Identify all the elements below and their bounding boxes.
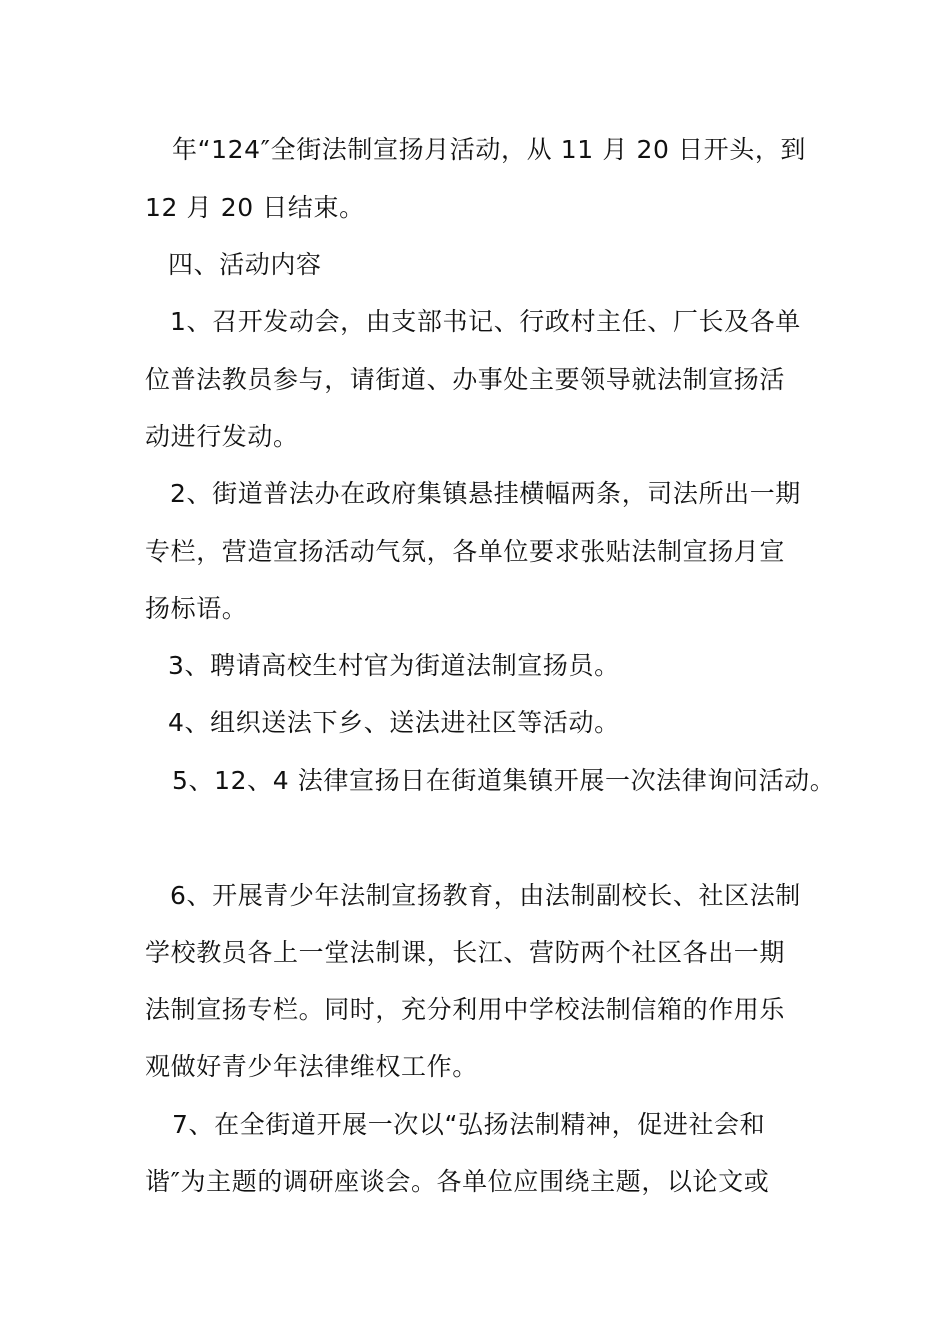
text-line-4: 1、召开发动会，由支部书记、行政村主任、厂长及各单 [170,307,801,336]
text-line-8: 专栏，营造宣扬活动气氛，各单位要求张贴法制宣扬月宣 [145,537,786,566]
text-line-11: 4、组织送法下乡、送法进社区等活动。 [168,708,620,737]
text-line-18: 谐″为主题的调研座谈会。各单位应围绕主题，以论文或 [145,1167,770,1196]
text-line-15: 法制宣扬专栏。同时，充分利用中学校法制信箱的作用乐 [145,995,786,1024]
text-line-6: 动进行发动。 [145,422,299,451]
text-line-13: 6、开展青少年法制宣扬教育，由法制副校长、社区法制 [170,881,801,910]
text-line-17: 7、在全街道开展一次以“弘扬法制精神，促进社会和 [172,1110,766,1139]
text-line-5: 位普法教员参与，请街道、办事处主要领导就法制宣扬活 [145,365,786,394]
text-line-10: 3、聘请高校生村官为街道法制宣扬员。 [168,651,620,680]
text-line-2: 12 月 20 日结束。 [145,193,365,222]
text-line-12: 5、12、4 法律宣扬日在街道集镇开展一次法律询问活动。 [172,766,836,795]
text-line-16: 观做好青少年法律维权工作。 [145,1052,478,1081]
text-line-14: 学校教员各上一堂法制课，长江、营防两个社区各出一期 [145,938,786,967]
section-heading: 四、活动内容 [168,250,322,279]
text-line-7: 2、街道普法办在政府集镇悬挂横幅两条，司法所出一期 [170,479,801,508]
text-line-9: 扬标语。 [145,594,248,623]
text-line-1: 年“124″全街法制宣扬月活动，从 11 月 20 日开头，到 [172,135,807,164]
